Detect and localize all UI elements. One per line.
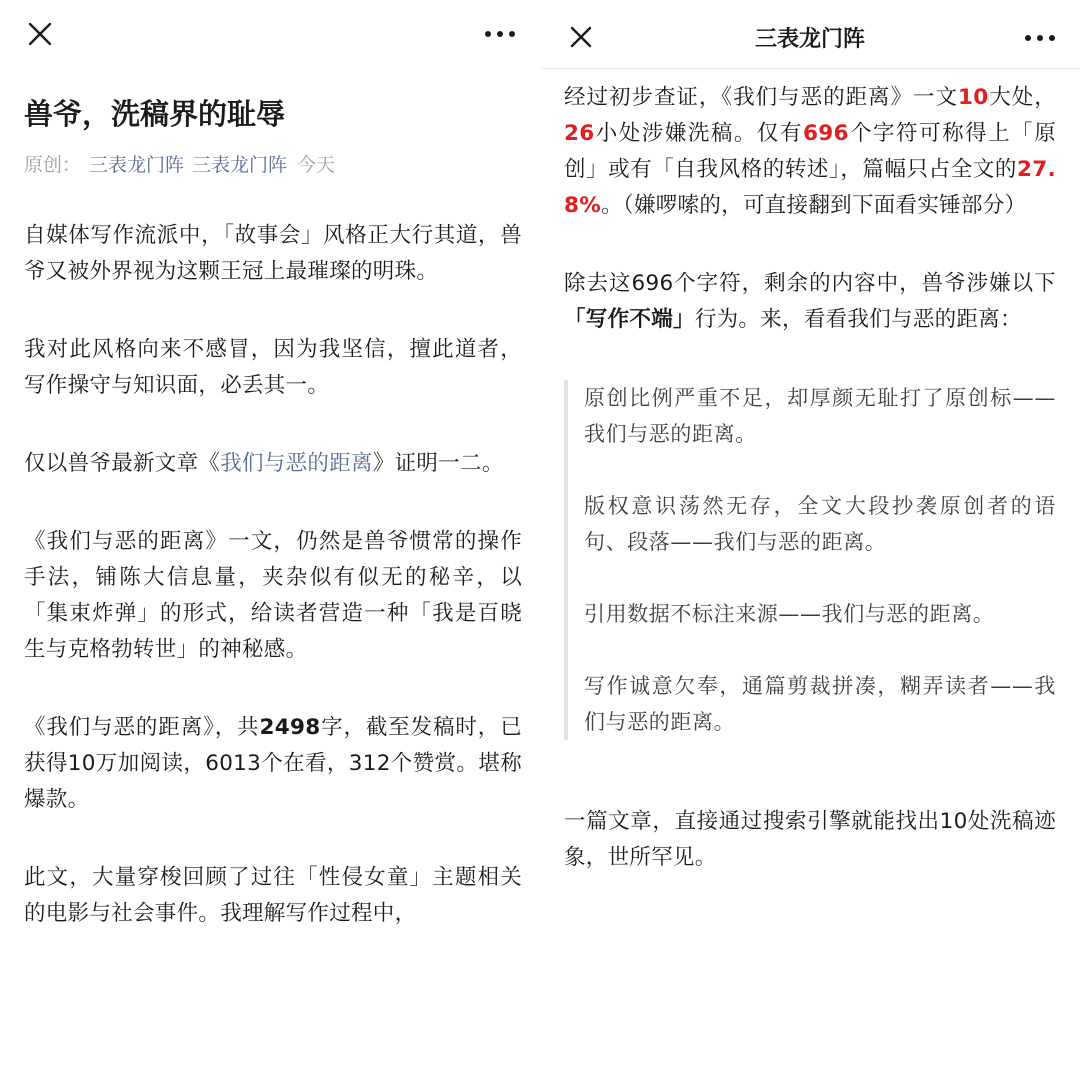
misconduct-after: 行为。来，看看我们与恶的距离：	[694, 307, 1022, 332]
paragraph-3-before: 仅以兽爷最新文章《	[24, 451, 221, 476]
paragraph-6: 此文，大量穿梭回顾了过往「性侵女童」主题相关的电影与社会事件。我理解写作过程中，	[24, 865, 522, 926]
paragraph-4: 《我们与恶的距离》一文，仍然是兽爷惯常的操作手法，铺陈大信息量，夹杂似有似无的秘辛，以「集束炸弹」的形式，给读者营造一种「我是百晓生与克格勃转世」的神秘感。	[24, 529, 522, 662]
original-percent: 27.8%	[564, 157, 1056, 218]
paragraph-2: 我对此风格向来不感冒，因为我坚信，擅此道者，写作操守与知识面，必丢其一。	[24, 337, 522, 398]
author-link[interactable]: 三表龙门阵	[89, 154, 185, 176]
paragraph-5-before: 《我们与恶的距离》，共	[24, 715, 260, 740]
major-count: 10	[958, 85, 989, 110]
findings-paragraph	[564, 80, 1056, 224]
right-article-panel	[540, 0, 1080, 1078]
article-meta	[24, 148, 522, 182]
quote-item-2: 版权意识荡然无存，全文大段抄袭原创者的语句、段落——我们与恶的距离。	[584, 494, 1056, 554]
misconduct-strong: 「写作不端」	[564, 307, 695, 332]
quote-item-1: 原创比例严重不足，却厚颜无耻打了原创标——我们与恶的距离。	[584, 386, 1056, 446]
quote-item-3: 引用数据不标注来源——我们与恶的距离。	[584, 602, 995, 626]
account-title: 三表龙门阵	[754, 27, 865, 52]
left-top-bar	[0, 0, 540, 68]
minor-count: 26	[564, 121, 595, 146]
misconduct-paragraph	[564, 266, 1056, 338]
findings-text-1: 经过初步查证，《我们与恶的距离》一文	[564, 85, 958, 110]
quote-item-4: 写作诚意欠奉，通篇剪裁拼凑，糊弄读者——我们与恶的距离。	[584, 674, 1056, 734]
more-icon[interactable]	[480, 20, 520, 48]
conclusion-paragraph: 一篇文章，直接通过搜索引擎就能找出10处洗稿迹象，世所罕见。	[564, 809, 1056, 870]
paragraph-5	[24, 710, 522, 818]
paragraph-3	[24, 446, 522, 482]
account-link[interactable]: 三表龙门阵	[192, 154, 288, 176]
close-icon[interactable]	[568, 24, 596, 52]
findings-text-5: 。（嫌啰嗦的，可直接翻到下面看实锤部分）	[601, 193, 1027, 218]
findings-text-3: 小处涉嫌洗稿。仅有	[594, 121, 803, 146]
publish-date: 今天	[297, 154, 336, 176]
article-link[interactable]: 我们与恶的距离	[220, 451, 373, 476]
original-label: 原创：	[24, 154, 82, 176]
paragraph-5-after: 字，截至发稿时，已获得10万加阅读，6013个在看，312个赞赏。堪称爆款。	[24, 715, 522, 812]
paragraph-1: 自媒体写作流派中，「故事会」风格正大行其道，兽爷又被外界视为这颗王冠上最璀璨的明珠。	[24, 223, 522, 284]
findings-text-4: 个字符可称得上「原创」或有「自我风格的转述」，篇幅只占全文的	[564, 121, 1057, 182]
right-article-content	[564, 80, 1056, 918]
paragraph-3-after: 》证明一二。	[372, 451, 504, 476]
right-top-bar	[540, 0, 1080, 69]
left-article-content	[24, 92, 522, 974]
more-icon[interactable]	[1020, 24, 1060, 52]
original-char-count: 696	[803, 121, 849, 146]
word-count: 2498	[259, 715, 321, 740]
close-icon[interactable]	[26, 20, 54, 48]
misconduct-before: 除去这696个字符，剩余的内容中，兽爷涉嫌以下	[564, 271, 1056, 296]
blockquote	[564, 380, 1056, 740]
findings-text-2: 大处，	[988, 85, 1056, 110]
article-title: 兽爷，洗稿界的耻辱	[24, 97, 286, 131]
